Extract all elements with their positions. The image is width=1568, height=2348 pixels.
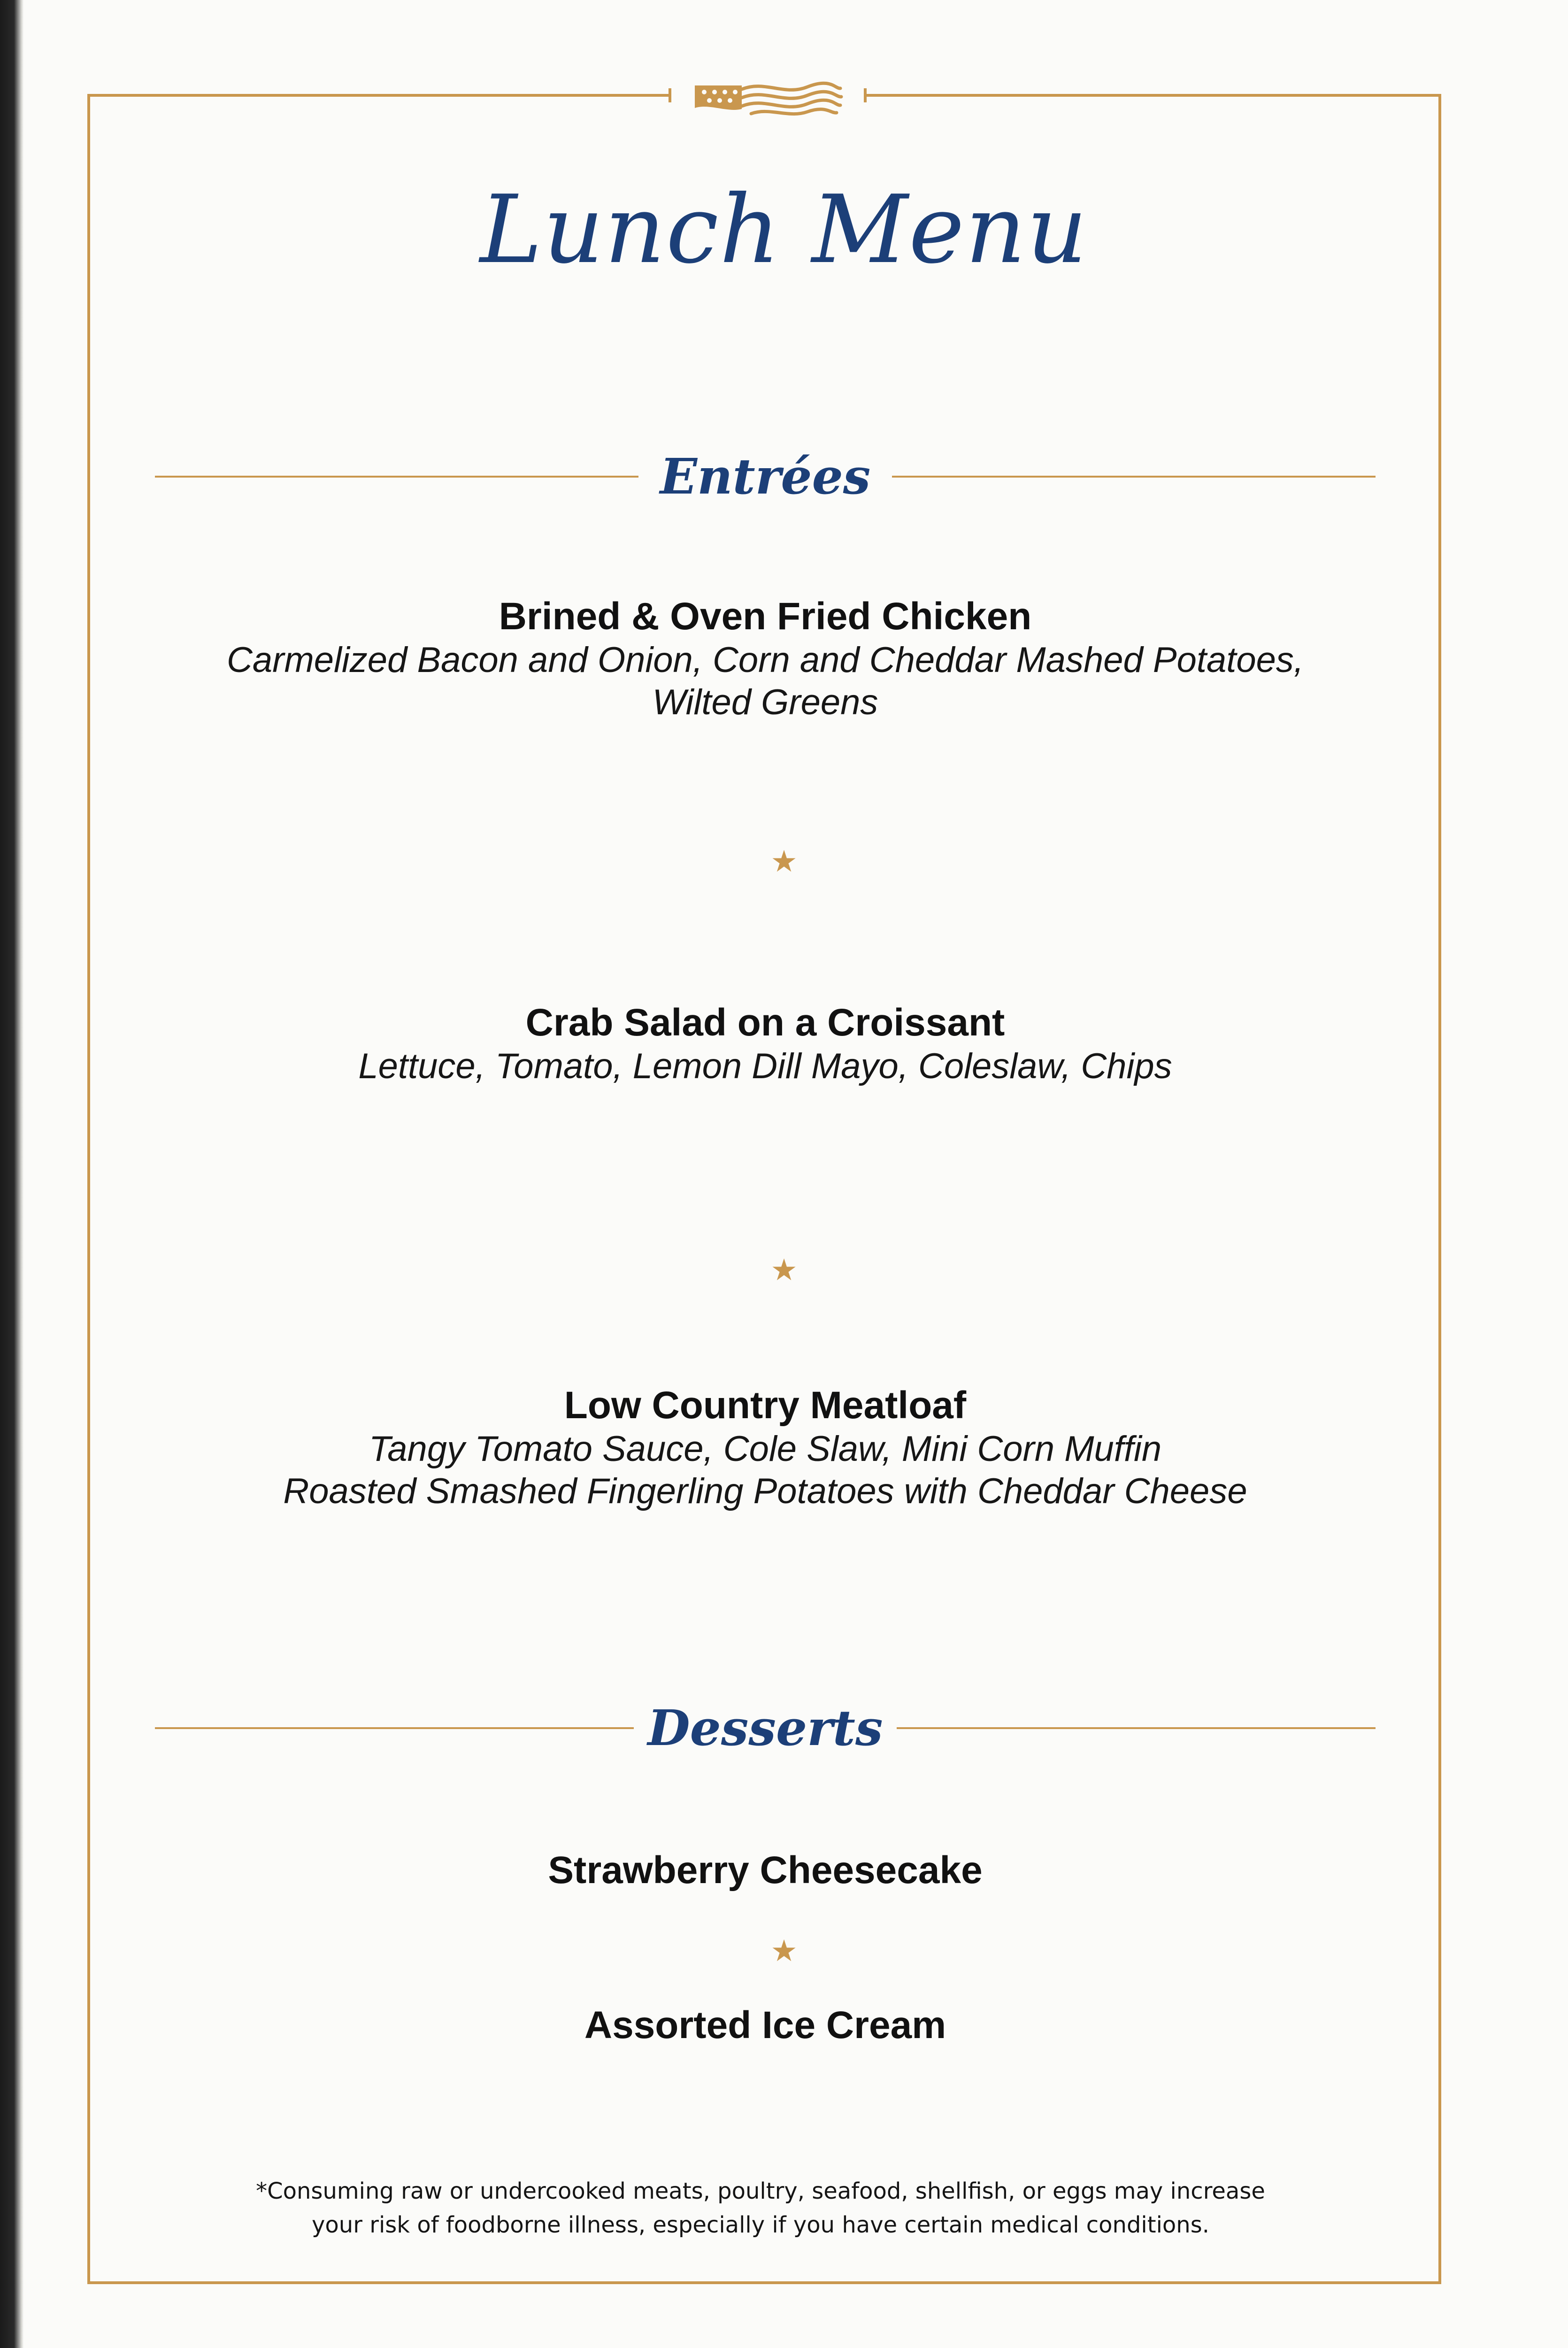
menu-item-description: Roasted Smashed Fingerling Potatoes with Cheddar Cheese bbox=[283, 1471, 1247, 1511]
star-separator: ★ bbox=[770, 1934, 798, 1969]
menu-item-crab-salad bbox=[94, 1000, 1437, 1088]
desserts-section-header bbox=[155, 1695, 1376, 1761]
menu-item-cheesecake bbox=[94, 1848, 1437, 1893]
menu-item-fried-chicken bbox=[94, 594, 1437, 724]
entrees-heading: Entrées bbox=[660, 448, 871, 505]
menu-item-description: Tangy Tomato Sauce, Cole Slaw, Mini Corn Muffin bbox=[369, 1429, 1162, 1469]
header-rule-right bbox=[892, 476, 1376, 478]
frame-tick-right bbox=[864, 88, 867, 102]
menu-item-description: Lettuce, Tomato, Lemon Dill Mayo, Coleslaw, Chips bbox=[358, 1046, 1172, 1086]
menu-item-name: Strawberry Cheesecake bbox=[548, 1849, 983, 1892]
menu-item-description: Wilted Greens bbox=[652, 682, 878, 722]
frame-tick-left bbox=[669, 88, 671, 102]
menu-item-meatloaf bbox=[94, 1383, 1437, 1513]
header-rule-right bbox=[897, 1727, 1376, 1729]
disclaimer-line: *Consuming raw or undercooked meats, poultry, seafood, shellfish, or eggs may increase bbox=[256, 2178, 1265, 2204]
food-safety-disclaimer bbox=[141, 2174, 1380, 2242]
menu-title: Lunch Menu bbox=[480, 175, 1088, 285]
menu-item-description: Carmelized Bacon and Onion, Corn and Cheddar Mashed Potatoes, bbox=[226, 640, 1304, 680]
menu-item-name: Crab Salad on a Croissant bbox=[525, 1001, 1005, 1044]
desserts-heading: Desserts bbox=[647, 1699, 883, 1757]
menu-item-ice-cream bbox=[94, 2003, 1437, 2048]
menu-item-name: Assorted Ice Cream bbox=[584, 2004, 946, 2047]
star-separator: ★ bbox=[770, 1253, 798, 1288]
entrees-section-header bbox=[155, 444, 1376, 510]
menu-item-name: Brined & Oven Fried Chicken bbox=[499, 595, 1032, 638]
american-flag-icon bbox=[690, 75, 845, 122]
scan-edge bbox=[0, 0, 23, 2348]
star-separator: ★ bbox=[770, 844, 798, 879]
disclaimer-line: your risk of foodborne illness, especially if you have certain medical conditions. bbox=[312, 2212, 1209, 2238]
menu-item-name: Low Country Meatloaf bbox=[564, 1384, 967, 1427]
